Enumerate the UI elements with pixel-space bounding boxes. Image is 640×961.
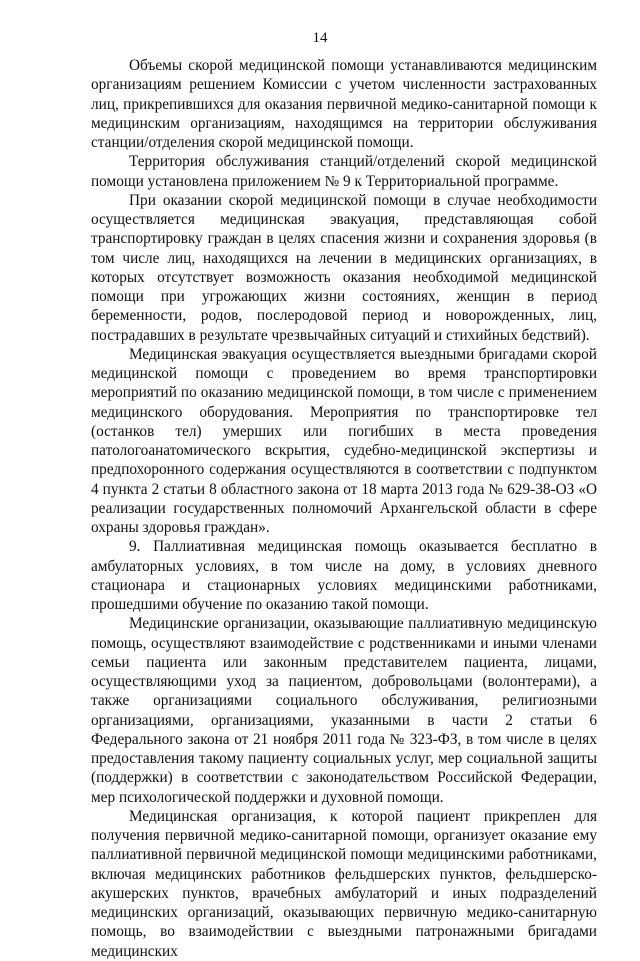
paragraph-service-territory: Территория обслуживания станций/отделений скорой медицинской помощи установлена приложением № 9 к Территориальной программе. (91, 153, 597, 190)
page-number: 14 (312, 30, 328, 46)
document-body (91, 56, 597, 961)
paragraph-attached-organization: Медицинская организация, к которой пациент прикреплен для получения первичной медико-санитарной помощи, организует оказание ему паллиативной первичной медицинской помощи медицинскими работниками, включая медицинских работников фельдшерских пунктов, фельдшерско-акушерских пунктов, врачебных амбулаторий и иных подразделений медицинских организаций, оказывающих первичную медико-санитарную помощь, во взаимодействии с выездными патронажными бригадами медицинских (91, 807, 597, 960)
paragraph-palliative-interaction: Медицинские организации, оказывающие паллиативную медицинскую помощь, осуществляют взаимодействие с родственниками и иными членами семьи пациента или законным представителем пациента, лицами, осуществляющими уход за пациентом, добровольцами (волонтерами), а также организациями социального обслуживания, религиозными организациями, организациями, указанными в части 2 статьи 6 Федерального закона от 21 ноября 2011 года № 323-ФЗ, в том числе в целях предоставления такому пациенту социальных услуг, мер социальной защиты (поддержки) в соответствии с законодательством Российской Федерации, мер психологической поддержки и духовной помощи. (91, 615, 597, 806)
paragraph-medical-evacuation: При оказании скорой медицинской помощи в случае необходимости осуществляется медицинская эвакуация, представляющая собой транспортировку граждан в целях спасения жизни и сохранения здоровья (в том числе лиц, находящихся на лечении в медицинских организациях, в которых отсутствует возможность оказания необходимой медицинской помощи при угрожающих жизни состояниях, женщин в период беременности, родов, послеродовой период и новорожденных, лиц, пострадавших в результате чрезвычайных ситуаций и стихийных бедствий). (91, 191, 597, 344)
paragraph-ambulance-volumes: Объемы скорой медицинской помощи устанавливаются медицинским организациям решением Комиссии с учетом численности застрахованных лиц, прикрепившихся для оказания первичной медико-санитарной помощи к медицинским организациям, находящимся на территории обслуживания станции/отделения скорой медицинской помощи. (91, 57, 597, 151)
paragraph-evacuation-teams: Медицинская эвакуация осуществляется выездными бригадами скорой медицинской помощи с проведением во время транспортировки мероприятий по оказанию медицинской помощи, в том числе с применением медицинского оборудования. Мероприятия по транспортировке тел (останков тел) умерших или погибших в места проведения патологоанатомического вскрытия, судебно-медицинской экспертизы и предпохоронного содержания осуществляются в соответствии с подпунктом 4 пункта 2 статьи 8 областного закона от 18 марта 2013 года № 629-38-ОЗ «О реализации государственных полномочий Архангельской области в сфере охраны здоровья граждан». (91, 345, 597, 536)
paragraph-palliative-care: 9. Паллиативная медицинская помощь оказывается бесплатно в амбулаторных условиях, в том числе на дому, в условиях дневного стационара и стационарных условиях медицинскими работниками, прошедшими обучение по оказанию такой помощи. (91, 538, 597, 613)
